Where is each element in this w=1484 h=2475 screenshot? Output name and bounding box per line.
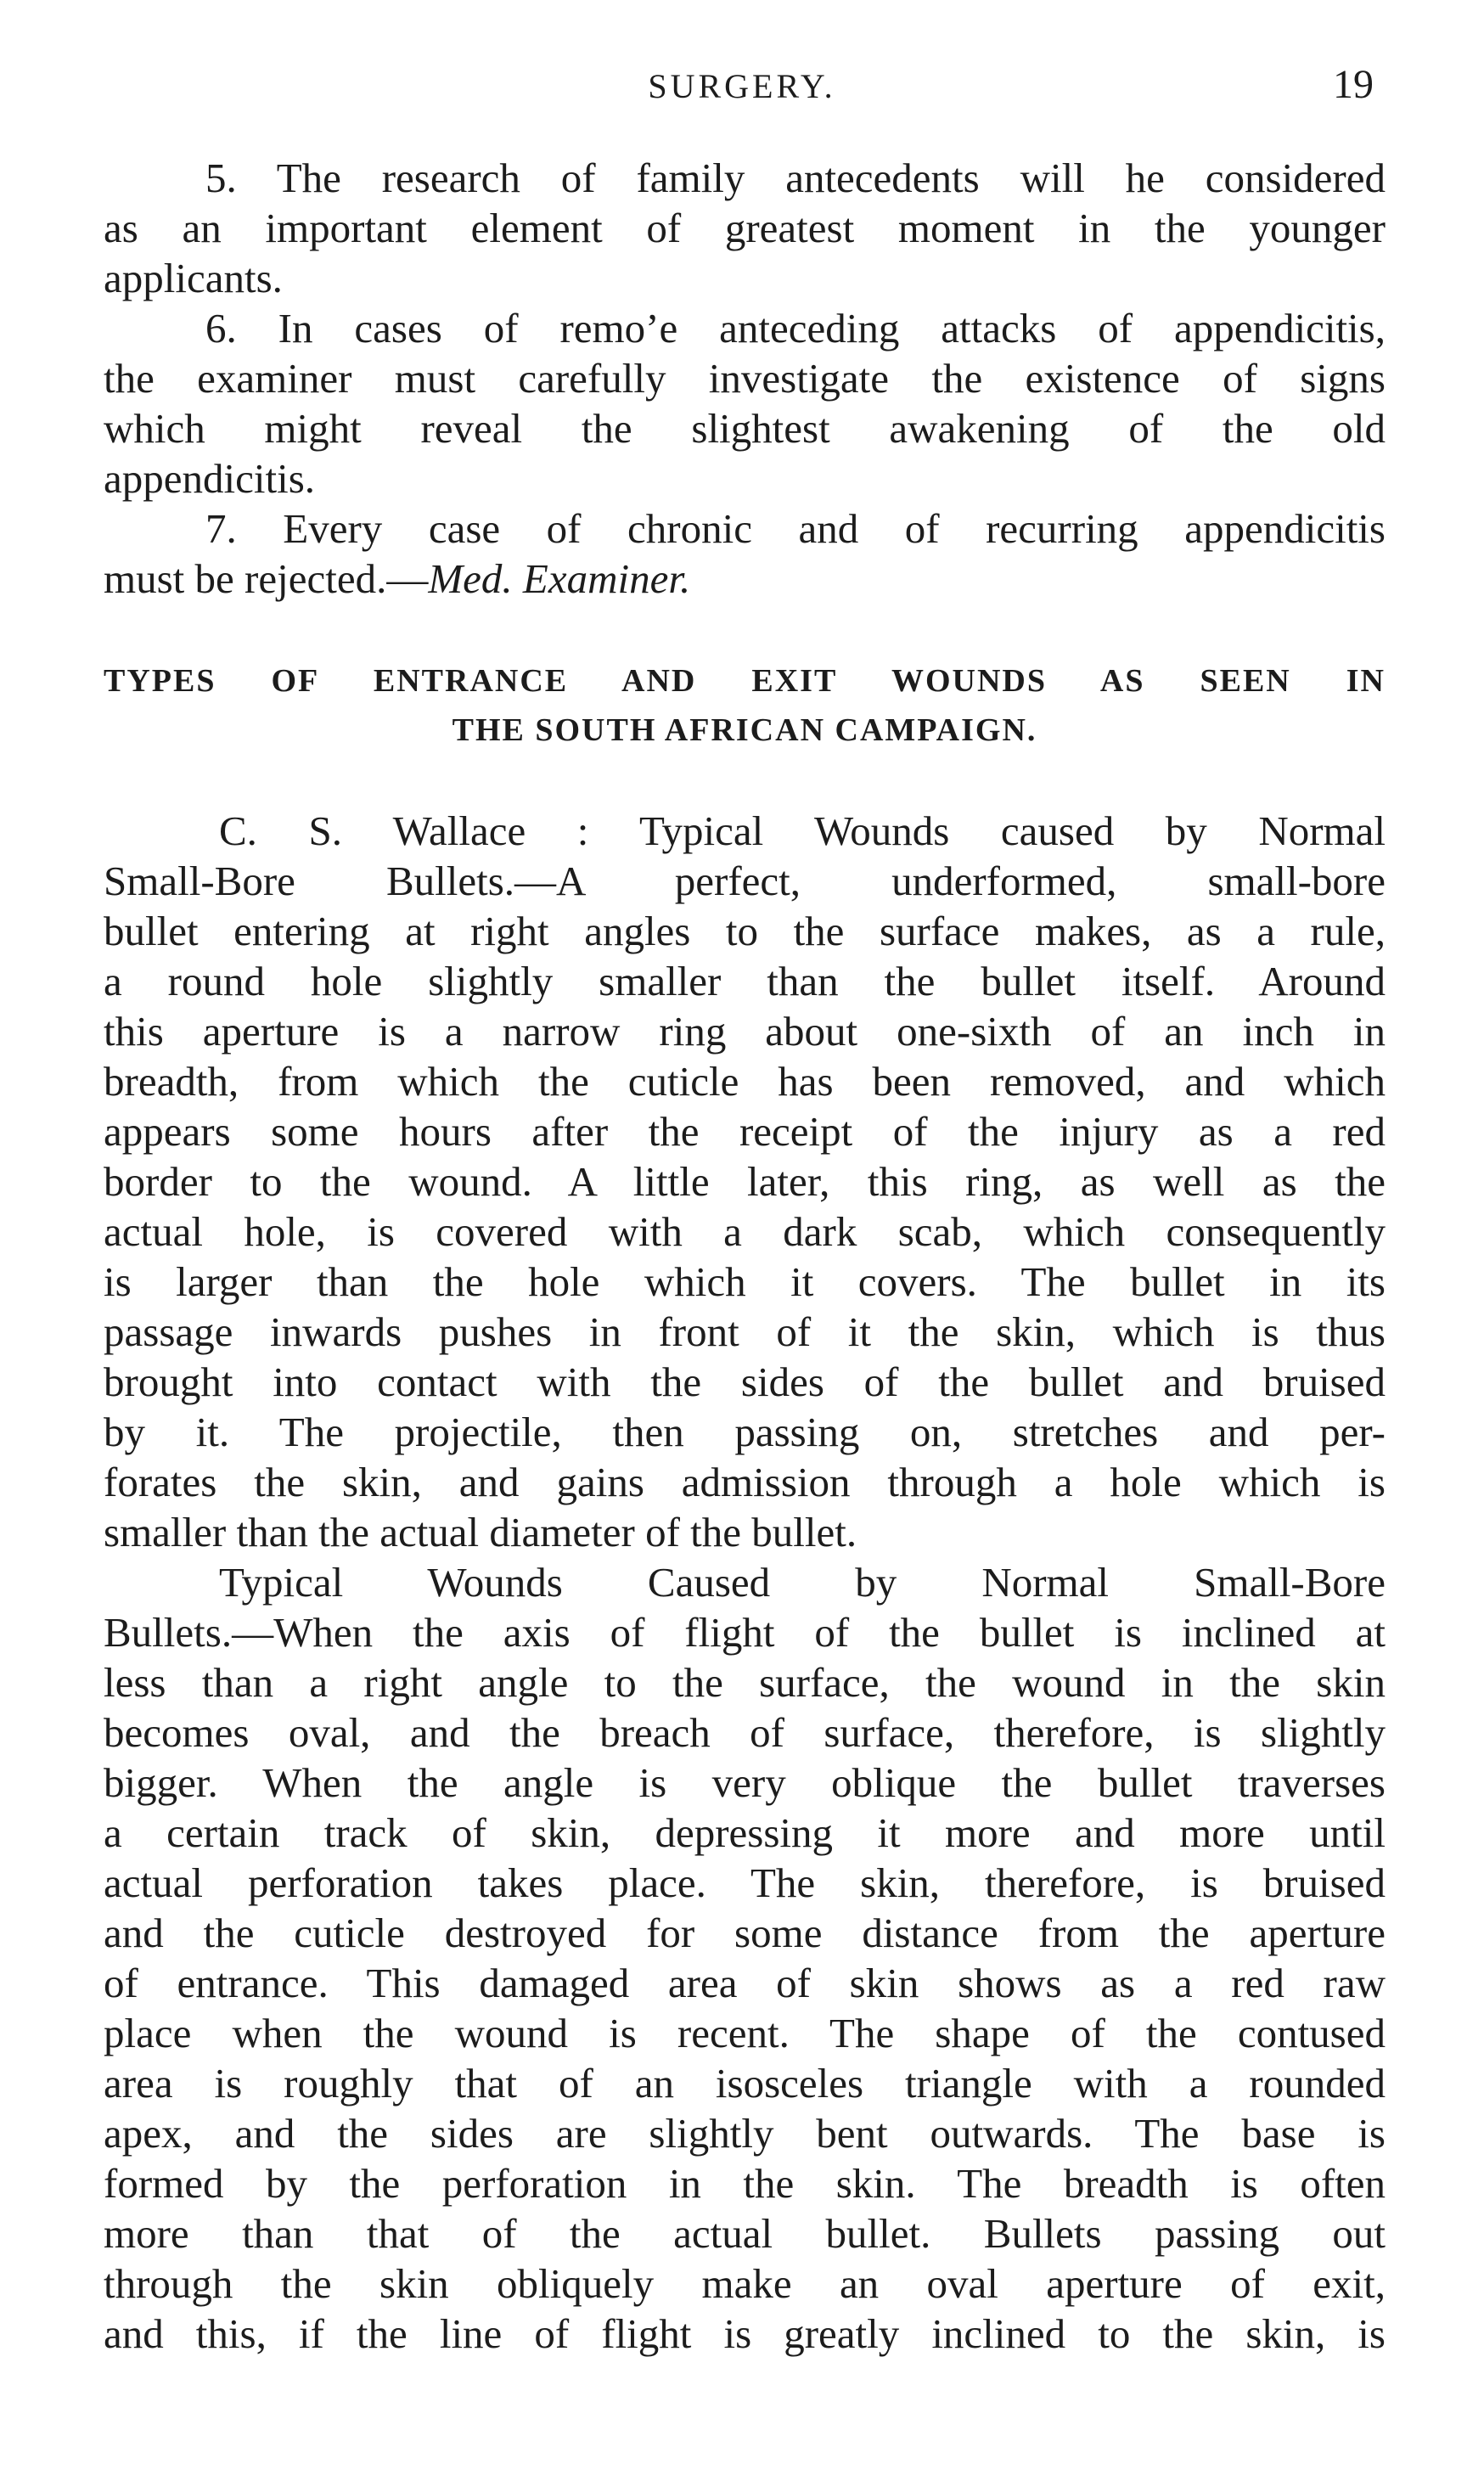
paragraph-2	[104, 1557, 1386, 2359]
text-line: 7. Every case of chronic and of recurring appendicitis	[205, 505, 1386, 552]
running-title: SURGERY.	[648, 67, 836, 105]
page-number: 19	[1333, 62, 1374, 107]
body-text	[104, 153, 1386, 2359]
text-line: place when the wound is recent. The shape of the contused	[104, 2010, 1386, 2056]
text-line: area is roughly that of an isosceles triangle with a rounded	[104, 2060, 1386, 2107]
text-line: which might reveal the slightest awakening of the old	[104, 405, 1386, 452]
text-line: a certain track of skin, depressing it more and more until	[104, 1809, 1386, 1856]
running-header	[0, 62, 1484, 117]
text-line: passage inwards pushes in front of it the skin, which is thus	[104, 1308, 1386, 1355]
text-line: more than that of the actual bullet. Bullets passing out	[104, 2210, 1386, 2257]
text-line: 6. In cases of remo’e anteceding attacks of appendicitis,	[205, 305, 1386, 352]
spacer	[104, 604, 1386, 656]
text-line	[104, 554, 1386, 604]
list-item-7	[104, 503, 1386, 604]
text-line: Typical Wounds Caused by Normal Small-Bore	[219, 1559, 1386, 1606]
heading-line: THE SOUTH AFRICAN CAMPAIGN.	[452, 712, 1037, 748]
text-line: becomes oval, and the breach of surface, therefore, is slightly	[104, 1709, 1386, 1756]
source-citation: Med. Examiner.	[428, 555, 691, 602]
text-line: applicants.	[104, 255, 283, 301]
text-line: by it. The projectile, then passing on, stretches and per-	[104, 1409, 1386, 1455]
text-line: the examiner must carefully investigate the existence of signs	[104, 355, 1386, 402]
text-line: border to the wound. A little later, this ring, as well as the	[104, 1158, 1386, 1205]
list-item-6	[104, 303, 1386, 503]
text-line: through the skin obliquely make an oval aperture of exit,	[104, 2260, 1386, 2307]
text-line: C. S. Wallace : Typical Wounds caused by Normal	[219, 807, 1386, 854]
text-line: appears some hours after the receipt of the injury as a red	[104, 1108, 1386, 1155]
text-line: 5. The research of family antecedents will he considered	[205, 155, 1386, 201]
text-line: bullet entering at right angles to the surface makes, as a rule,	[104, 908, 1386, 954]
text-line: actual perforation takes place. The skin, therefore, is bruised	[104, 1859, 1386, 1906]
line-text: must be rejected.—	[104, 555, 429, 602]
text-line: apex, and the sides are slightly bent outwards. The base is	[104, 2110, 1386, 2157]
spacer	[104, 755, 1386, 806]
text-line: this aperture is a narrow ring about one-sixth of an inch in	[104, 1008, 1386, 1055]
text-line: a round hole slightly smaller than the bullet itself. Around	[104, 958, 1386, 1004]
text-line: smaller than the actual diameter of the bullet.	[104, 1509, 857, 1555]
text-line: Bullets.—When the axis of flight of the bullet is inclined at	[104, 1609, 1386, 1656]
list-item-5	[104, 153, 1386, 303]
text-line: less than a right angle to the surface, the wound in the skin	[104, 1659, 1386, 1706]
text-line: Small-Bore Bullets.—A perfect, underformed, small-bore	[104, 858, 1386, 904]
text-line: as an important element of greatest moment in the younger	[104, 205, 1386, 251]
text-line: breadth, from which the cuticle has been removed, and which	[104, 1058, 1386, 1105]
text-line: forates the skin, and gains admission through a hole which is	[104, 1459, 1386, 1505]
text-line: actual hole, is covered with a dark scab, which consequently	[104, 1208, 1386, 1255]
text-line: of entrance. This damaged area of skin shows as a red raw	[104, 1960, 1386, 2006]
paragraph-1	[104, 806, 1386, 1557]
text-line: appendicitis.	[104, 455, 316, 502]
text-line: brought into contact with the sides of the bullet and bruised	[104, 1358, 1386, 1405]
text-line: and this, if the line of flight is greatly inclined to the skin, is	[104, 2310, 1386, 2357]
section-heading	[104, 656, 1386, 755]
text-line: bigger. When the angle is very oblique the bullet traverses	[104, 1759, 1386, 1806]
heading-line: TYPES OF ENTRANCE AND EXIT WOUNDS AS SEEN IN	[104, 663, 1386, 699]
text-line: formed by the perforation in the skin. The breadth is often	[104, 2160, 1386, 2207]
text-line: and the cuticle destroyed for some distance from the aperture	[104, 1910, 1386, 1956]
text-line: is larger than the hole which it covers. The bullet in its	[104, 1258, 1386, 1305]
